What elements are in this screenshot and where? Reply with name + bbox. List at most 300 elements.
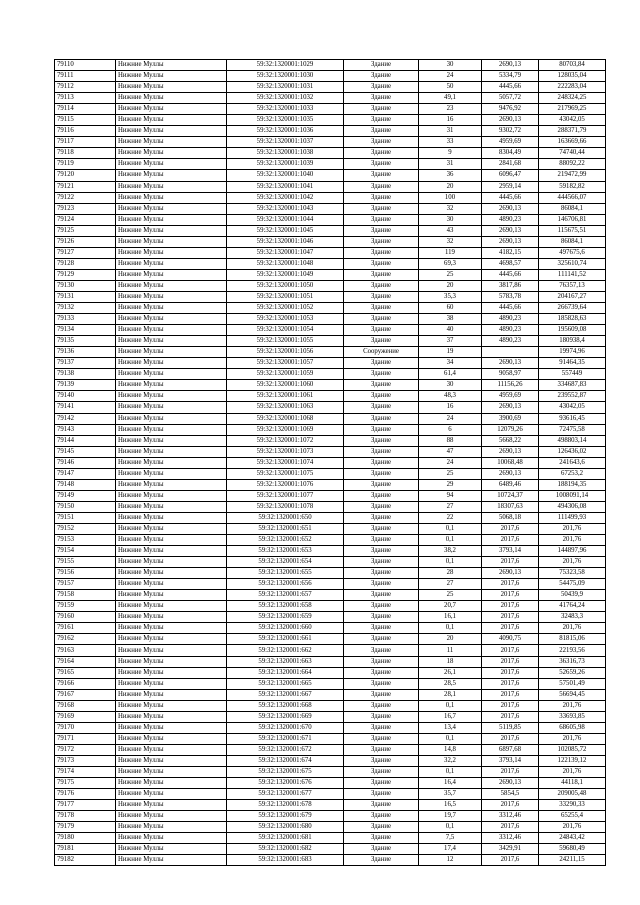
object-type-cell: Здание (344, 590, 419, 601)
object-type-cell: Здание (344, 733, 419, 744)
area-cell: 25 (419, 590, 482, 601)
locality-cell: Нижние Муллы (116, 557, 227, 568)
table-row (55, 844, 606, 855)
table-row (55, 755, 606, 766)
cadastral-number-cell: 59:32:1320001:1035 (227, 115, 344, 126)
area-cell: 40 (419, 325, 482, 336)
cadastral-value-cell: 201,76 (539, 623, 606, 634)
table-row (55, 457, 606, 468)
area-cell: 32,2 (419, 755, 482, 766)
area-cell: 119 (419, 247, 482, 258)
cadastral-number-cell: 59:32:1320001:1061 (227, 391, 344, 402)
object-type-cell: Здание (344, 612, 419, 623)
object-type-cell: Здание (344, 490, 419, 501)
cadastral-value-cell: 41764,24 (539, 601, 606, 612)
specific-value-cell: 4445,66 (482, 82, 539, 93)
cadastral-number-cell: 59:32:1320001:652 (227, 535, 344, 546)
object-type-cell: Здание (344, 236, 419, 247)
specific-value-cell: 4959,69 (482, 137, 539, 148)
object-type-cell: Здание (344, 601, 419, 612)
locality-cell: Нижние Муллы (116, 446, 227, 457)
specific-value-cell: 2017,6 (482, 733, 539, 744)
locality-cell: Нижние Муллы (116, 800, 227, 811)
area-cell: 16,1 (419, 612, 482, 623)
cadastral-number-cell: 59:32:1320001:678 (227, 800, 344, 811)
area-cell: 28,1 (419, 689, 482, 700)
row-number-cell: 79154 (55, 546, 116, 557)
row-number-cell: 79110 (55, 60, 116, 71)
cadastral-value-cell: 494306,08 (539, 501, 606, 512)
area-cell: 20 (419, 181, 482, 192)
area-cell: 19,7 (419, 811, 482, 822)
area-cell: 24 (419, 413, 482, 424)
object-type-cell: Здание (344, 325, 419, 336)
cadastral-value-cell: 22193,56 (539, 645, 606, 656)
area-cell: 7,5 (419, 833, 482, 844)
table-row (55, 280, 606, 291)
table-row (55, 645, 606, 656)
table-row (55, 303, 606, 314)
cadastral-value-cell: 43042,05 (539, 402, 606, 413)
table-row (55, 722, 606, 733)
specific-value-cell: 5783,78 (482, 291, 539, 302)
locality-cell: Нижние Муллы (116, 855, 227, 866)
object-type-cell: Здание (344, 115, 419, 126)
row-number-cell: 79115 (55, 115, 116, 126)
cadastral-value-cell: 128035,04 (539, 71, 606, 82)
area-cell: 13,4 (419, 722, 482, 733)
table-row (55, 711, 606, 722)
cadastral-number-cell: 59:32:1320001:1053 (227, 314, 344, 325)
area-cell: 34 (419, 358, 482, 369)
object-type-cell: Здание (344, 336, 419, 347)
area-cell: 47 (419, 446, 482, 457)
specific-value-cell: 3429,91 (482, 844, 539, 855)
cadastral-value-cell: 91464,35 (539, 358, 606, 369)
object-type-cell: Здание (344, 159, 419, 170)
row-number-cell: 79172 (55, 744, 116, 755)
table-row (55, 767, 606, 778)
cadastral-number-cell: 59:32:1320001:1038 (227, 148, 344, 159)
object-type-cell: Здание (344, 269, 419, 280)
specific-value-cell (482, 347, 539, 358)
specific-value-cell: 2841,68 (482, 159, 539, 170)
table-row (55, 689, 606, 700)
row-number-cell: 79119 (55, 159, 116, 170)
object-type-cell: Здание (344, 535, 419, 546)
specific-value-cell: 5668,22 (482, 435, 539, 446)
table-row (55, 225, 606, 236)
table-row (55, 170, 606, 181)
cadastral-number-cell: 59:32:1320001:1043 (227, 203, 344, 214)
cadastral-number-cell: 59:32:1320001:1037 (227, 137, 344, 148)
table-row (55, 855, 606, 866)
area-cell: 0,1 (419, 700, 482, 711)
locality-cell: Нижние Муллы (116, 546, 227, 557)
object-type-cell: Здание (344, 501, 419, 512)
object-type-cell: Здание (344, 822, 419, 833)
table-row (55, 822, 606, 833)
locality-cell: Нижние Муллы (116, 369, 227, 380)
row-number-cell: 79126 (55, 236, 116, 247)
locality-cell: Нижние Муллы (116, 336, 227, 347)
area-cell: 6 (419, 424, 482, 435)
cadastral-number-cell: 59:32:1320001:1048 (227, 258, 344, 269)
locality-cell: Нижние Муллы (116, 689, 227, 700)
cadastral-value-cell: 74740,44 (539, 148, 606, 159)
cadastral-value-cell: 33693,85 (539, 711, 606, 722)
object-type-cell: Здание (344, 844, 419, 855)
object-type-cell: Здание (344, 833, 419, 844)
table-row (55, 490, 606, 501)
row-number-cell: 79174 (55, 767, 116, 778)
table-row (55, 435, 606, 446)
area-cell: 20 (419, 280, 482, 291)
locality-cell: Нижние Муллы (116, 148, 227, 159)
row-number-cell: 79136 (55, 347, 116, 358)
cadastral-number-cell: 59:32:1320001:1031 (227, 82, 344, 93)
cadastral-value-cell: 201,76 (539, 822, 606, 833)
cadastral-number-cell: 59:32:1320001:680 (227, 822, 344, 833)
specific-value-cell: 4090,75 (482, 634, 539, 645)
row-number-cell: 79146 (55, 457, 116, 468)
row-number-cell: 79133 (55, 314, 116, 325)
cadastral-value-cell: 201,76 (539, 767, 606, 778)
table-row (55, 778, 606, 789)
table-row (55, 800, 606, 811)
row-number-cell: 79134 (55, 325, 116, 336)
area-cell: 17,4 (419, 844, 482, 855)
cadastral-value-cell: 498803,14 (539, 435, 606, 446)
locality-cell: Нижние Муллы (116, 833, 227, 844)
row-number-cell: 79163 (55, 645, 116, 656)
area-cell: 28 (419, 568, 482, 579)
table-row (55, 579, 606, 590)
object-type-cell: Здание (344, 755, 419, 766)
table-row (55, 811, 606, 822)
cadastral-value-cell: 126436,02 (539, 446, 606, 457)
cadastral-number-cell: 59:32:1320001:683 (227, 855, 344, 866)
cadastral-value-cell: 67253,2 (539, 468, 606, 479)
specific-value-cell: 9058,97 (482, 369, 539, 380)
cadastral-number-cell: 59:32:1320001:662 (227, 645, 344, 656)
cadastral-number-cell: 59:32:1320001:668 (227, 700, 344, 711)
object-type-cell: Здание (344, 137, 419, 148)
object-type-cell: Здание (344, 71, 419, 82)
row-number-cell: 79152 (55, 523, 116, 534)
locality-cell: Нижние Муллы (116, 822, 227, 833)
cadastral-value-cell: 204167,27 (539, 291, 606, 302)
object-type-cell: Здание (344, 767, 419, 778)
row-number-cell: 79182 (55, 855, 116, 866)
cadastral-value-cell: 57501,49 (539, 678, 606, 689)
table-row (55, 634, 606, 645)
cadastral-number-cell: 59:32:1320001:669 (227, 711, 344, 722)
locality-cell: Нижние Муллы (116, 225, 227, 236)
object-type-cell: Здание (344, 568, 419, 579)
table-row (55, 568, 606, 579)
locality-cell: Нижние Муллы (116, 126, 227, 137)
cadastral-value-cell: 1008091,14 (539, 490, 606, 501)
table-row (55, 314, 606, 325)
row-number-cell: 79158 (55, 590, 116, 601)
locality-cell: Нижние Муллы (116, 93, 227, 104)
area-cell: 30 (419, 214, 482, 225)
area-cell: 27 (419, 501, 482, 512)
specific-value-cell: 2690,13 (482, 778, 539, 789)
cadastral-number-cell: 59:32:1320001:661 (227, 634, 344, 645)
cadastral-number-cell: 59:32:1320001:1047 (227, 247, 344, 258)
specific-value-cell: 2017,6 (482, 667, 539, 678)
row-number-cell: 79111 (55, 71, 116, 82)
cadastral-number-cell: 59:32:1320001:1030 (227, 71, 344, 82)
object-type-cell: Здание (344, 291, 419, 302)
specific-value-cell: 2690,13 (482, 402, 539, 413)
row-number-cell: 79151 (55, 512, 116, 523)
specific-value-cell: 5119,85 (482, 722, 539, 733)
table-row (55, 269, 606, 280)
area-cell: 30 (419, 380, 482, 391)
cadastral-number-cell: 59:32:1320001:1057 (227, 358, 344, 369)
cadastral-value-cell: 50439,9 (539, 590, 606, 601)
cadastral-number-cell: 59:32:1320001:1039 (227, 159, 344, 170)
cadastral-value-cell: 201,76 (539, 557, 606, 568)
table-row (55, 380, 606, 391)
specific-value-cell: 4890,23 (482, 325, 539, 336)
cadastral-value-cell: 76357,13 (539, 280, 606, 291)
row-number-cell: 79162 (55, 634, 116, 645)
locality-cell: Нижние Муллы (116, 137, 227, 148)
locality-cell: Нижние Муллы (116, 115, 227, 126)
locality-cell: Нижние Муллы (116, 579, 227, 590)
cadastral-number-cell: 59:32:1320001:1077 (227, 490, 344, 501)
table-body (55, 60, 606, 866)
cadastral-value-cell: 24211,15 (539, 855, 606, 866)
cadastral-number-cell: 59:32:1320001:663 (227, 656, 344, 667)
cadastral-number-cell: 59:32:1320001:1044 (227, 214, 344, 225)
area-cell: 16,4 (419, 778, 482, 789)
cadastral-number-cell: 59:32:1320001:655 (227, 568, 344, 579)
cadastral-number-cell: 59:32:1320001:672 (227, 744, 344, 755)
specific-value-cell: 3312,46 (482, 811, 539, 822)
area-cell: 16,7 (419, 711, 482, 722)
locality-cell: Нижние Муллы (116, 314, 227, 325)
cadastral-number-cell: 59:32:1320001:660 (227, 623, 344, 634)
row-number-cell: 79159 (55, 601, 116, 612)
cadastral-value-cell: 33290,33 (539, 800, 606, 811)
area-cell: 0,1 (419, 623, 482, 634)
row-number-cell: 79180 (55, 833, 116, 844)
area-cell: 22 (419, 512, 482, 523)
object-type-cell: Здание (344, 457, 419, 468)
specific-value-cell: 2690,13 (482, 225, 539, 236)
cadastral-value-cell: 81815,06 (539, 634, 606, 645)
area-cell: 35,3 (419, 291, 482, 302)
area-cell: 31 (419, 159, 482, 170)
cadastral-number-cell: 59:32:1320001:1074 (227, 457, 344, 468)
cadastral-value-cell: 180938,4 (539, 336, 606, 347)
locality-cell: Нижние Муллы (116, 291, 227, 302)
locality-cell: Нижние Муллы (116, 60, 227, 71)
table-row (55, 93, 606, 104)
locality-cell: Нижние Муллы (116, 523, 227, 534)
object-type-cell: Здание (344, 722, 419, 733)
locality-cell: Нижние Муллы (116, 733, 227, 744)
cadastral-value-cell: 201,76 (539, 733, 606, 744)
specific-value-cell: 2017,6 (482, 612, 539, 623)
row-number-cell: 79142 (55, 413, 116, 424)
row-number-cell: 79177 (55, 800, 116, 811)
cadastral-number-cell: 59:32:1320001:654 (227, 557, 344, 568)
locality-cell: Нижние Муллы (116, 656, 227, 667)
table-row (55, 60, 606, 71)
table-row (55, 501, 606, 512)
cadastral-value-cell: 65255,4 (539, 811, 606, 822)
row-number-cell: 79113 (55, 93, 116, 104)
object-type-cell: Здание (344, 789, 419, 800)
cadastral-value-cell: 201,76 (539, 700, 606, 711)
cadastral-value-cell: 115675,51 (539, 225, 606, 236)
table-row (55, 258, 606, 269)
cadastral-value-cell: 44118,1 (539, 778, 606, 789)
cadastral-value-cell: 80703,84 (539, 60, 606, 71)
table-row (55, 402, 606, 413)
object-type-cell: Здание (344, 280, 419, 291)
row-number-cell: 79156 (55, 568, 116, 579)
area-cell: 27 (419, 579, 482, 590)
cadastral-number-cell: 59:32:1320001:659 (227, 612, 344, 623)
row-number-cell: 79132 (55, 303, 116, 314)
locality-cell: Нижние Муллы (116, 844, 227, 855)
row-number-cell: 79157 (55, 579, 116, 590)
area-cell: 0,1 (419, 822, 482, 833)
specific-value-cell: 2017,6 (482, 645, 539, 656)
row-number-cell: 79123 (55, 203, 116, 214)
table-row (55, 535, 606, 546)
locality-cell: Нижние Муллы (116, 258, 227, 269)
object-type-cell: Здание (344, 148, 419, 159)
cadastral-number-cell: 59:32:1320001:1075 (227, 468, 344, 479)
locality-cell: Нижние Муллы (116, 181, 227, 192)
specific-value-cell: 2017,6 (482, 800, 539, 811)
cadastral-value-cell: 52659,26 (539, 667, 606, 678)
specific-value-cell: 5068,18 (482, 512, 539, 523)
specific-value-cell: 2690,13 (482, 60, 539, 71)
locality-cell: Нижние Муллы (116, 192, 227, 203)
cadastral-value-cell: 266739,64 (539, 303, 606, 314)
area-cell: 29 (419, 479, 482, 490)
area-cell: 16 (419, 115, 482, 126)
row-number-cell: 79131 (55, 291, 116, 302)
area-cell: 19 (419, 347, 482, 358)
table-row (55, 347, 606, 358)
specific-value-cell: 12079,26 (482, 424, 539, 435)
cadastral-number-cell: 59:32:1320001:664 (227, 667, 344, 678)
locality-cell: Нижние Муллы (116, 380, 227, 391)
locality-cell: Нижние Муллы (116, 811, 227, 822)
cadastral-value-cell: 557449 (539, 369, 606, 380)
table-row (55, 247, 606, 258)
specific-value-cell: 5057,72 (482, 93, 539, 104)
cadastral-value-cell: 239552,87 (539, 391, 606, 402)
cadastral-number-cell: 59:32:1320001:1042 (227, 192, 344, 203)
area-cell: 48,3 (419, 391, 482, 402)
specific-value-cell: 2690,13 (482, 358, 539, 369)
specific-value-cell: 2690,13 (482, 236, 539, 247)
object-type-cell: Здание (344, 380, 419, 391)
cadastral-number-cell: 59:32:1320001:1059 (227, 369, 344, 380)
table-row (55, 115, 606, 126)
object-type-cell: Здание (344, 435, 419, 446)
specific-value-cell: 6897,68 (482, 744, 539, 755)
cadastral-value-cell: 111141,52 (539, 269, 606, 280)
cadastral-number-cell: 59:32:1320001:1076 (227, 479, 344, 490)
row-number-cell: 79166 (55, 678, 116, 689)
area-cell: 12 (419, 855, 482, 866)
cadastral-value-cell: 201,76 (539, 523, 606, 534)
cadastral-number-cell: 59:32:1320001:676 (227, 778, 344, 789)
cadastral-value-cell: 217969,25 (539, 104, 606, 115)
table-row (55, 700, 606, 711)
area-cell: 14,8 (419, 744, 482, 755)
object-type-cell: Здание (344, 744, 419, 755)
cadastral-value-cell: 325610,74 (539, 258, 606, 269)
row-number-cell: 79147 (55, 468, 116, 479)
cadastral-number-cell: 59:32:1320001:674 (227, 755, 344, 766)
cadastral-value-cell: 59680,49 (539, 844, 606, 855)
table-row (55, 733, 606, 744)
cadastral-value-cell: 88092,22 (539, 159, 606, 170)
area-cell: 16,5 (419, 800, 482, 811)
specific-value-cell: 4890,23 (482, 214, 539, 225)
locality-cell: Нижние Муллы (116, 203, 227, 214)
object-type-cell: Здание (344, 557, 419, 568)
cadastral-value-cell: 209005,48 (539, 789, 606, 800)
row-number-cell: 79164 (55, 656, 116, 667)
specific-value-cell: 10068,48 (482, 457, 539, 468)
specific-value-cell: 2017,6 (482, 579, 539, 590)
cadastral-value-cell: 19974,96 (539, 347, 606, 358)
object-type-cell: Сооружение (344, 347, 419, 358)
locality-cell: Нижние Муллы (116, 236, 227, 247)
cadastral-value-cell: 241643,6 (539, 457, 606, 468)
locality-cell: Нижние Муллы (116, 767, 227, 778)
locality-cell: Нижние Муллы (116, 457, 227, 468)
locality-cell: Нижние Муллы (116, 755, 227, 766)
area-cell: 36 (419, 170, 482, 181)
locality-cell: Нижние Муллы (116, 424, 227, 435)
cadastral-number-cell: 59:32:1320001:1051 (227, 291, 344, 302)
locality-cell: Нижние Муллы (116, 645, 227, 656)
object-type-cell: Здание (344, 402, 419, 413)
table-row (55, 236, 606, 247)
row-number-cell: 79135 (55, 336, 116, 347)
locality-cell: Нижние Муллы (116, 71, 227, 82)
object-type-cell: Здание (344, 214, 419, 225)
object-type-cell: Здание (344, 468, 419, 479)
row-number-cell: 79125 (55, 225, 116, 236)
cadastral-value-cell: 72475,58 (539, 424, 606, 435)
cadastral-number-cell: 59:32:1320001:1046 (227, 236, 344, 247)
row-number-cell: 79112 (55, 82, 116, 93)
row-number-cell: 79150 (55, 501, 116, 512)
object-type-cell: Здание (344, 391, 419, 402)
row-number-cell: 79138 (55, 369, 116, 380)
table-row (55, 678, 606, 689)
table-row (55, 369, 606, 380)
area-cell: 20,7 (419, 601, 482, 612)
specific-value-cell: 2017,6 (482, 711, 539, 722)
